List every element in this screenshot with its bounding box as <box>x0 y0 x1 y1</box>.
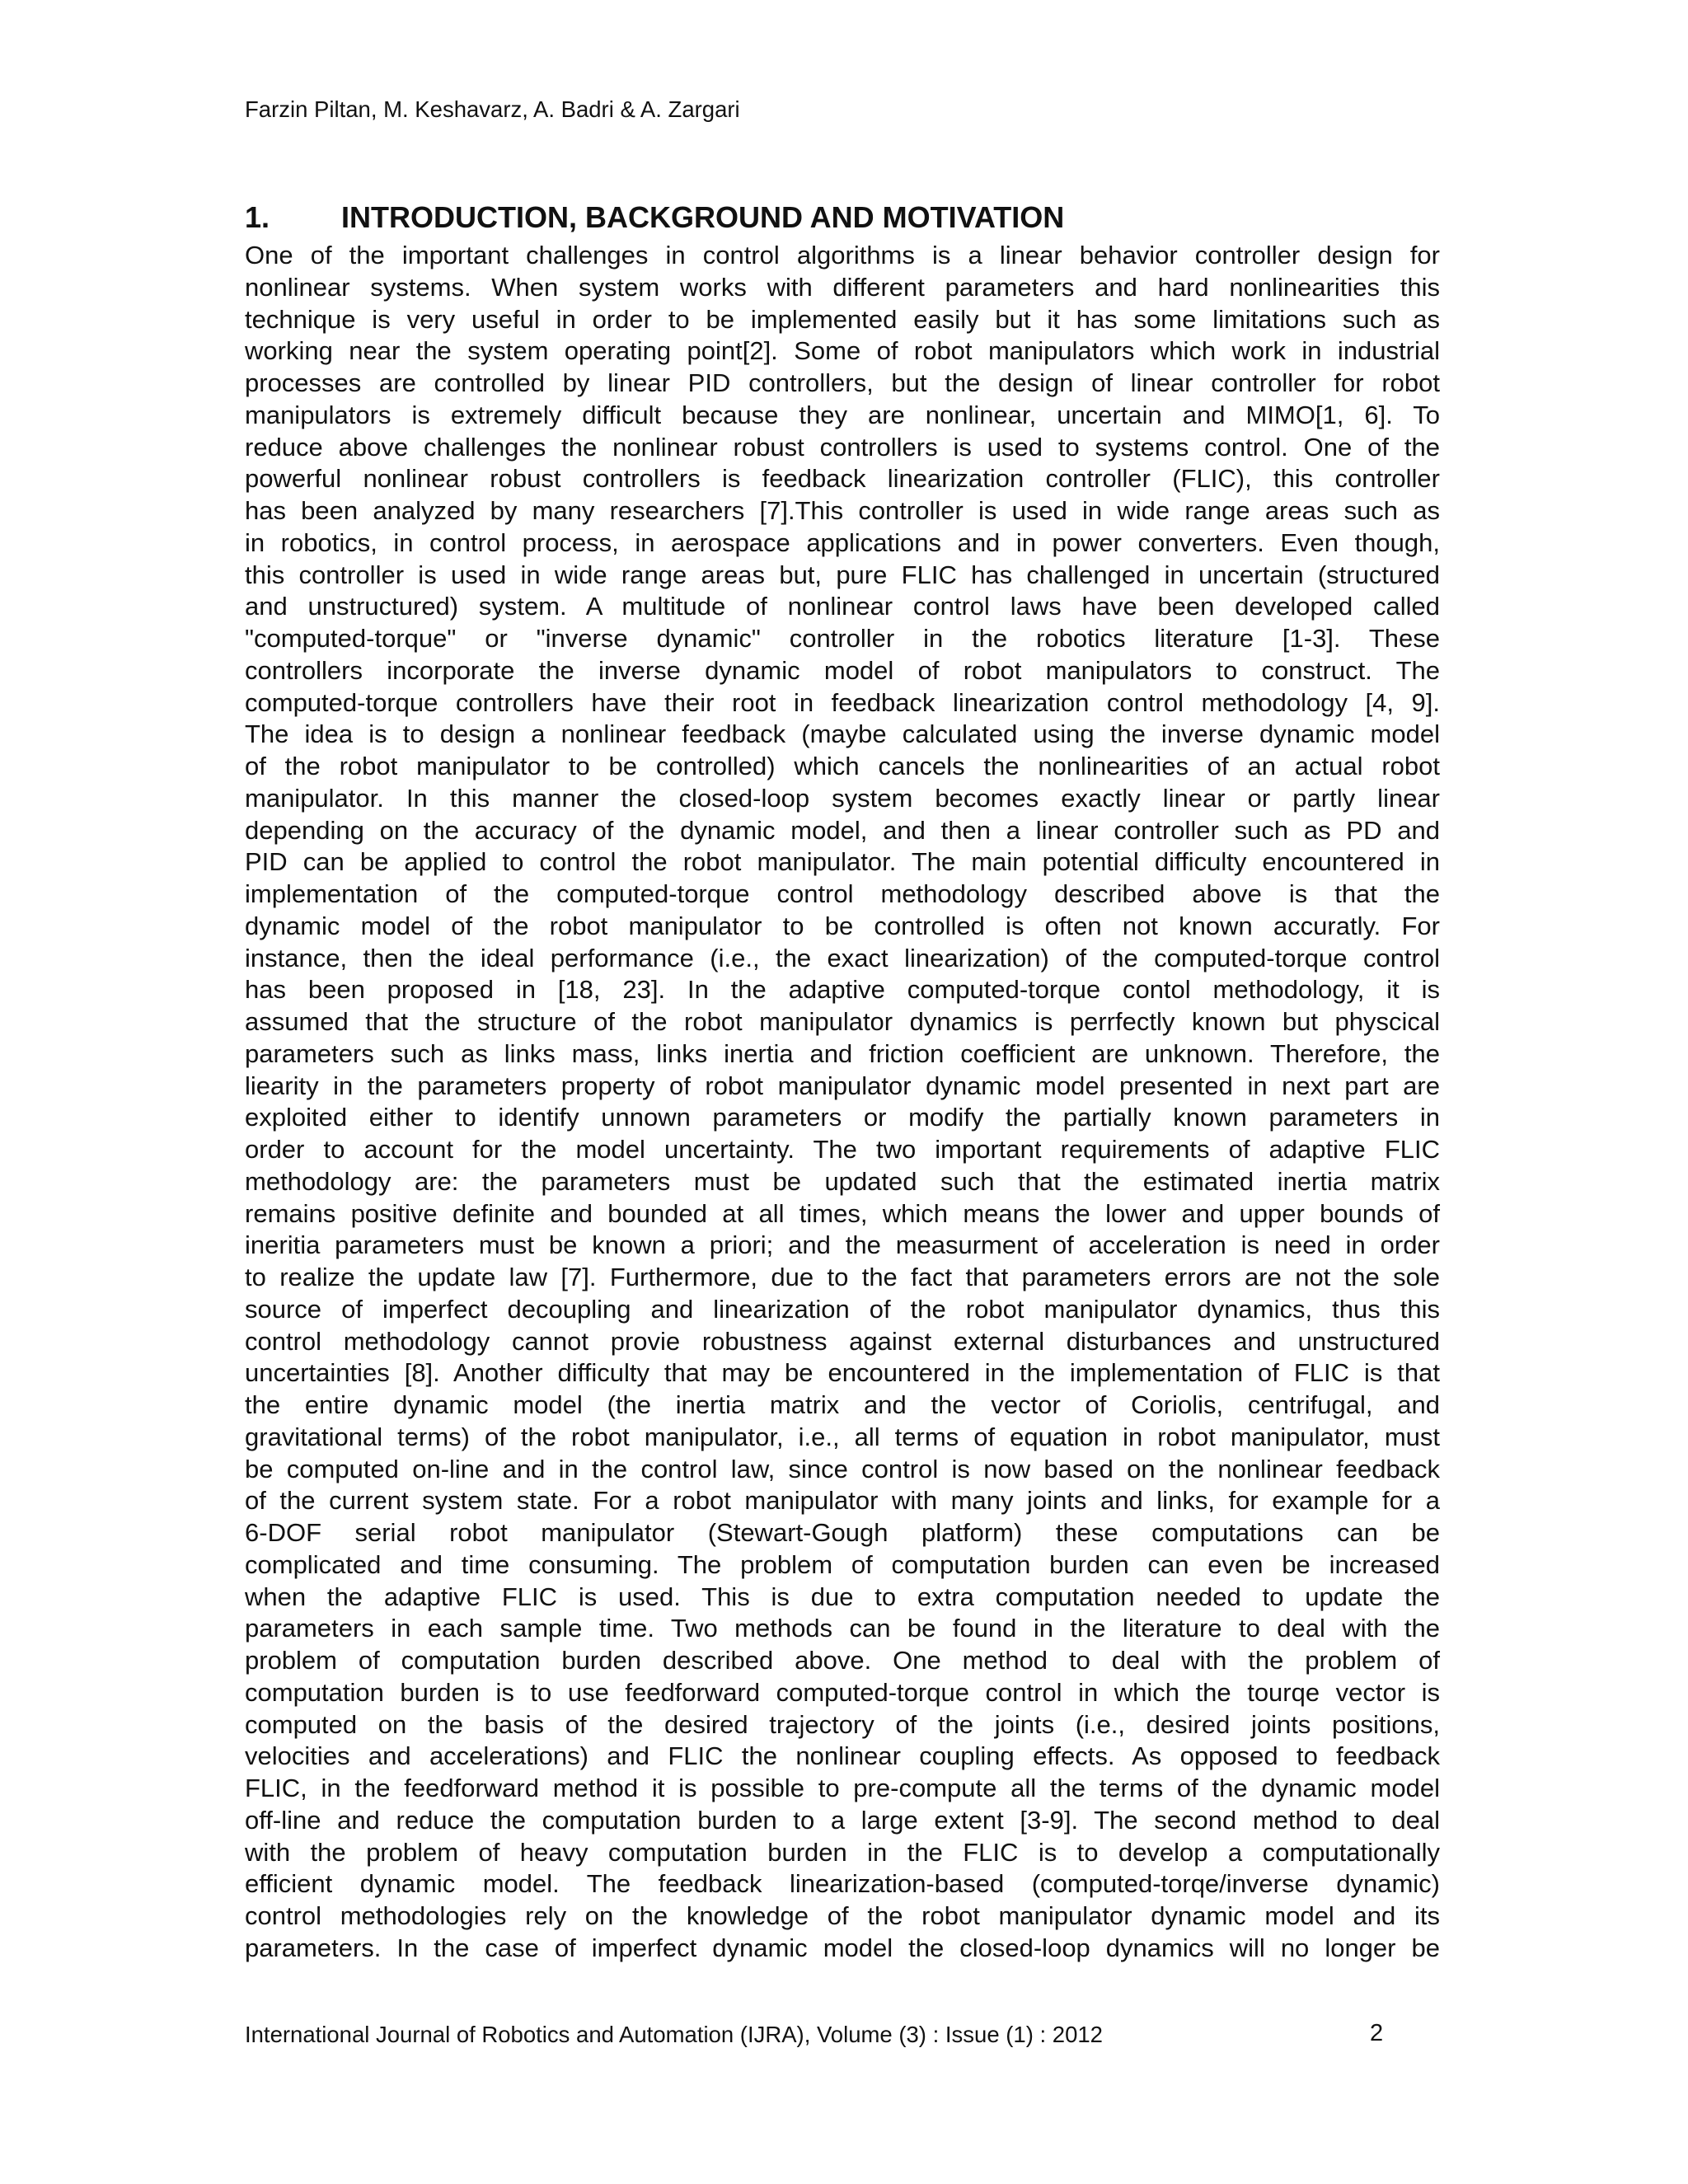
body-line: exploited either to identify unnown parameters or modify the partially known parameters in <box>245 1103 1440 1132</box>
body-line: liearity in the parameters property of robot manipulator dynamic model presented in next part are <box>245 1071 1440 1100</box>
body-line: has been analyzed by many researchers [7].This controller is used in wide range areas such as <box>245 496 1440 525</box>
body-line: the entire dynamic model (the inertia matrix and the vector of Coriolis, centrifugal, and <box>245 1390 1440 1419</box>
body-line: computed on the basis of the desired trajectory of the joints (i.e., desired joints positions, <box>245 1709 1440 1739</box>
body-line: has been proposed in [18, 23]. In the adaptive computed-torque contol methodology, it is <box>245 975 1440 1005</box>
body-line: manipulators is extremely difficult because they are nonlinear, uncertain and MIMO[1, 6]. To <box>245 400 1440 429</box>
body-line: uncertainties [8]. Another difficulty that may be encountered in the implementation of FLIC is that <box>245 1358 1440 1388</box>
body-line: FLIC, in the feedforward method it is possible to pre-compute all the terms of the dynamic model <box>245 1774 1440 1802</box>
section-title: INTRODUCTION, BACKGROUND AND MOTIVATION <box>341 200 1065 234</box>
body-line: and unstructured) system. A multitude of nonlinear control laws have been developed called <box>245 592 1440 621</box>
body-line: efficient dynamic model. The feedback linearization-based (computed-torqe/inverse dynamic) <box>245 1869 1440 1899</box>
body-line: of the robot manipulator to be controlled) which cancels the nonlinearities of an actual robot <box>245 752 1440 780</box>
body-line: velocities and accelerations) and FLIC the nonlinear coupling effects. As opposed to feedback <box>245 1741 1440 1771</box>
footer-journal-citation: International Journal of Robotics and Automation (IJRA), Volume (3) : Issue (1) : 2012 <box>245 2022 1103 2047</box>
body-paragraph <box>245 240 1440 1965</box>
body-line: working near the system operating point[2]. Some of robot manipulators which work in industrial <box>245 336 1440 366</box>
body-line: dynamic model of the robot manipulator to be controlled is often not known accuratly. For <box>245 911 1440 940</box>
body-line: manipulator. In this manner the closed-loop system becomes exactly linear or partly linear <box>245 783 1440 813</box>
body-line: control methodologies rely on the knowledge of the robot manipulator dynamic model and its <box>245 1901 1440 1930</box>
body-line: computation burden is to use feedforward computed-torque control in which the tourqe vector is <box>245 1677 1440 1707</box>
body-line: instance, then the ideal performance (i.e., the exact linearization) of the computed-torque control <box>245 943 1440 972</box>
body-line: when the adaptive FLIC is used. This is due to extra computation needed to update the <box>245 1582 1440 1611</box>
body-line: in robotics, in control process, in aerospace applications and in power converters. Even though, <box>245 527 1440 557</box>
body-line: with the problem of heavy computation burden in the FLIC is to develop a computationally <box>245 1837 1440 1867</box>
body-line: One of the important challenges in control algorithms is a linear behavior controller design for <box>245 241 1440 269</box>
body-line: depending on the accuracy of the dynamic model, and then a linear controller such as PD and <box>245 815 1440 845</box>
section-heading <box>245 199 1064 236</box>
footer-page-number: 2 <box>1370 2020 1384 2046</box>
body-line: remains positive definite and bounded at all times, which means the lower and upper bounds of <box>245 1198 1440 1228</box>
body-line: parameters such as links mass, links inertia and friction coefficient are unknown. Therefore, the <box>245 1038 1440 1068</box>
body-line: source of imperfect decoupling and linearization of the robot manipulator dynamics, thus this <box>245 1294 1440 1324</box>
body-line: be computed on-line and in the control law, since control is now based on the nonlinear feedback <box>245 1454 1440 1483</box>
body-line: this controller is used in wide range areas but, pure FLIC has challenged in uncertain (structured <box>245 560 1440 589</box>
running-head-authors: Farzin Piltan, M. Keshavarz, A. Badri & A. Zargari <box>245 96 740 122</box>
body-line: processes are controlled by linear PID controllers, but the design of linear controller for robot <box>245 368 1440 397</box>
body-line: methodology are: the parameters must be updated such that the estimated inertia matrix <box>245 1166 1440 1196</box>
body-line: "computed-torque" or "inverse dynamic" controller in the robotics literature [1-3]. These <box>245 624 1440 653</box>
body-line: off-line and reduce the computation burden to a large extent [3-9]. The second method to deal <box>245 1805 1440 1835</box>
body-line: computed-torque controllers have their root in feedback linearization control methodology [4, 9]. <box>245 687 1440 717</box>
body-line: assumed that the structure of the robot manipulator dynamics is perrfectly known but physcical <box>245 1007 1440 1036</box>
section-number: 1. <box>245 200 270 234</box>
body-line: technique is very useful in order to be implemented easily but it has some limitations such as <box>245 304 1440 334</box>
body-line: controllers incorporate the inverse dynamic model of robot manipulators to construct. The <box>245 655 1440 685</box>
body-line: implementation of the computed-torque control methodology described above is that the <box>245 879 1440 908</box>
body-line: problem of computation burden described above. One method to deal with the problem of <box>245 1646 1440 1675</box>
body-line: complicated and time consuming. The problem of computation burden can even be increased <box>245 1549 1440 1579</box>
body-line: The idea is to design a nonlinear feedback (maybe calculated using the inverse dynamic model <box>245 719 1440 749</box>
body-line: gravitational terms) of the robot manipulator, i.e., all terms of equation in robot manipulator, must <box>245 1422 1440 1451</box>
body-line: ineritia parameters must be known a priori; and the measurment of acceleration is need in order <box>245 1230 1440 1260</box>
body-line: of the current system state. For a robot manipulator with many joints and links, for example for a <box>245 1486 1440 1516</box>
body-line: reduce above challenges the nonlinear robust controllers is used to systems control. One of the <box>245 432 1440 462</box>
body-line: parameters. In the case of imperfect dynamic model the closed-loop dynamics will no longer be <box>245 1933 1440 1962</box>
body-line: parameters in each sample time. Two methods can be found in the literature to deal with the <box>245 1614 1440 1643</box>
body-line: powerful nonlinear robust controllers is feedback linearization controller (FLIC), this controller <box>245 464 1440 494</box>
body-line: to realize the update law [7]. Furthermore, due to the fact that parameters errors are not the sole <box>245 1263 1440 1291</box>
body-line: 6-DOF serial robot manipulator (Stewart-Gough platform) these computations can be <box>245 1518 1440 1547</box>
body-line: order to account for the model uncertainty. The two important requirements of adaptive FLIC <box>245 1135 1440 1164</box>
body-line: nonlinear systems. When system works with different parameters and hard nonlinearities this <box>245 272 1440 302</box>
body-line: control methodology cannot provie robustness against external disturbances and unstructured <box>245 1326 1440 1356</box>
body-line: PID can be applied to control the robot manipulator. The main potential difficulty encountered in <box>245 847 1440 877</box>
